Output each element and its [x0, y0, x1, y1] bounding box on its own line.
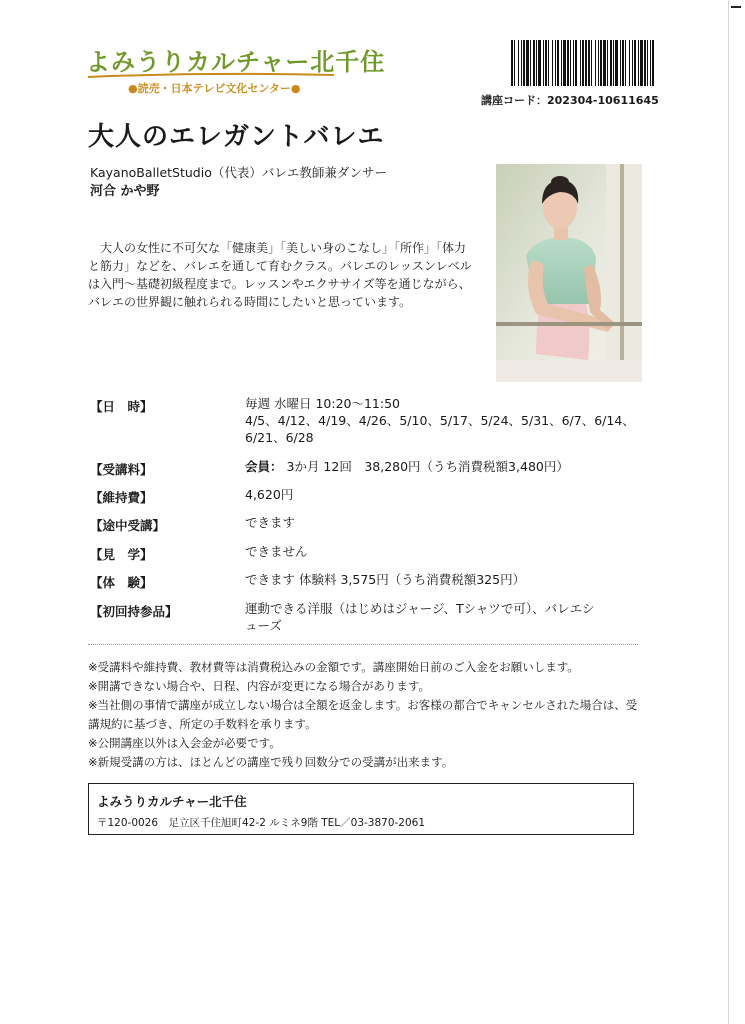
note-item: ※新規受講の方は、ほとんどの講座で残り回数分での受講が出来ます。	[88, 755, 454, 769]
datetime-value: 毎週 水曜日 10:20～11:50	[245, 396, 400, 411]
contact-name: よみうりカルチャー北千住	[97, 794, 247, 809]
fee-member-label: 会員：	[245, 459, 283, 474]
section-divider	[88, 644, 638, 645]
instructor-name: 河合 かや野	[90, 184, 160, 199]
fee-value	[245, 458, 569, 475]
trial-value: できます 体験料 3,575円（うち消費税額325円）	[245, 572, 526, 587]
page-edge-tick	[731, 6, 741, 8]
datetime-dates: 4/5、4/12、4/19、4/26、5/10、5/17、5/24、5/31、6/7、6/14、6/21、6/28	[245, 413, 635, 445]
page-edge-line	[728, 0, 729, 1024]
midway-value: できます	[245, 515, 296, 530]
bring-label: 【初回持参品】	[90, 604, 178, 619]
note-item: ※開講できない場合や、日程、内容が変更になる場合があります。	[88, 679, 430, 693]
observe-value: できません	[245, 544, 308, 559]
instructor-photo	[496, 164, 642, 382]
fee-amount: 3か月 12回 38,280円（うち消費税額3,480円）	[282, 459, 569, 474]
instructor-role: KayanoBalletStudio（代表）バレエ教師兼ダンサー	[90, 165, 387, 180]
logo-title: よみうりカルチャー北千住	[86, 48, 386, 76]
fee-label: 【受講料】	[90, 462, 153, 477]
contact-address: 〒120-0026 足立区千住旭町42-2 ルミネ9階 TEL／03-3870-2061	[97, 817, 426, 829]
logo-subtitle: ●読売・日本テレビ文化センター●	[128, 82, 301, 95]
course-description: 大人の女性に不可欠な「健康美」「美しい身のこなし」「所作」「体力と筋力」などを、バレエを通して育むクラス。バレエのレッスンレベルは入門～基礎初級程度まで。レッスンやエクササイズ等を通じながら、バレエの世界観に触れられる時間にしたいと思っています。	[88, 241, 472, 309]
trial-label: 【体 験】	[90, 575, 153, 590]
observe-label: 【見 学】	[90, 547, 153, 562]
maintenance-label: 【維持費】	[90, 490, 153, 505]
notes-list	[88, 658, 648, 772]
bring-value: 運動できる洋服（はじめはジャージ、Tシャツで可）、バレエシューズ	[245, 601, 595, 633]
course-code: 講座コード：202304-10611645	[481, 94, 659, 107]
course-title: 大人のエレガントバレエ	[88, 122, 385, 152]
note-item: ※受講料や維持費、教材費等は消費税込みの金額です。講座開始日前のご入金をお願いします。	[88, 660, 579, 674]
logo-swoosh	[86, 70, 336, 80]
note-item: ※当社側の事情で講座が成立しない場合は全額を返金します。お客様の都合でキャンセルされた場合は、受講規約に基づき、所定の手数料を承ります。	[88, 698, 638, 731]
barcode-image	[510, 40, 656, 86]
maintenance-value: 4,620円	[245, 487, 294, 502]
midway-label: 【途中受講】	[90, 518, 166, 533]
note-item: ※公開講座以外は入会金が必要です。	[88, 736, 281, 750]
datetime-label: 【日 時】	[90, 399, 153, 414]
